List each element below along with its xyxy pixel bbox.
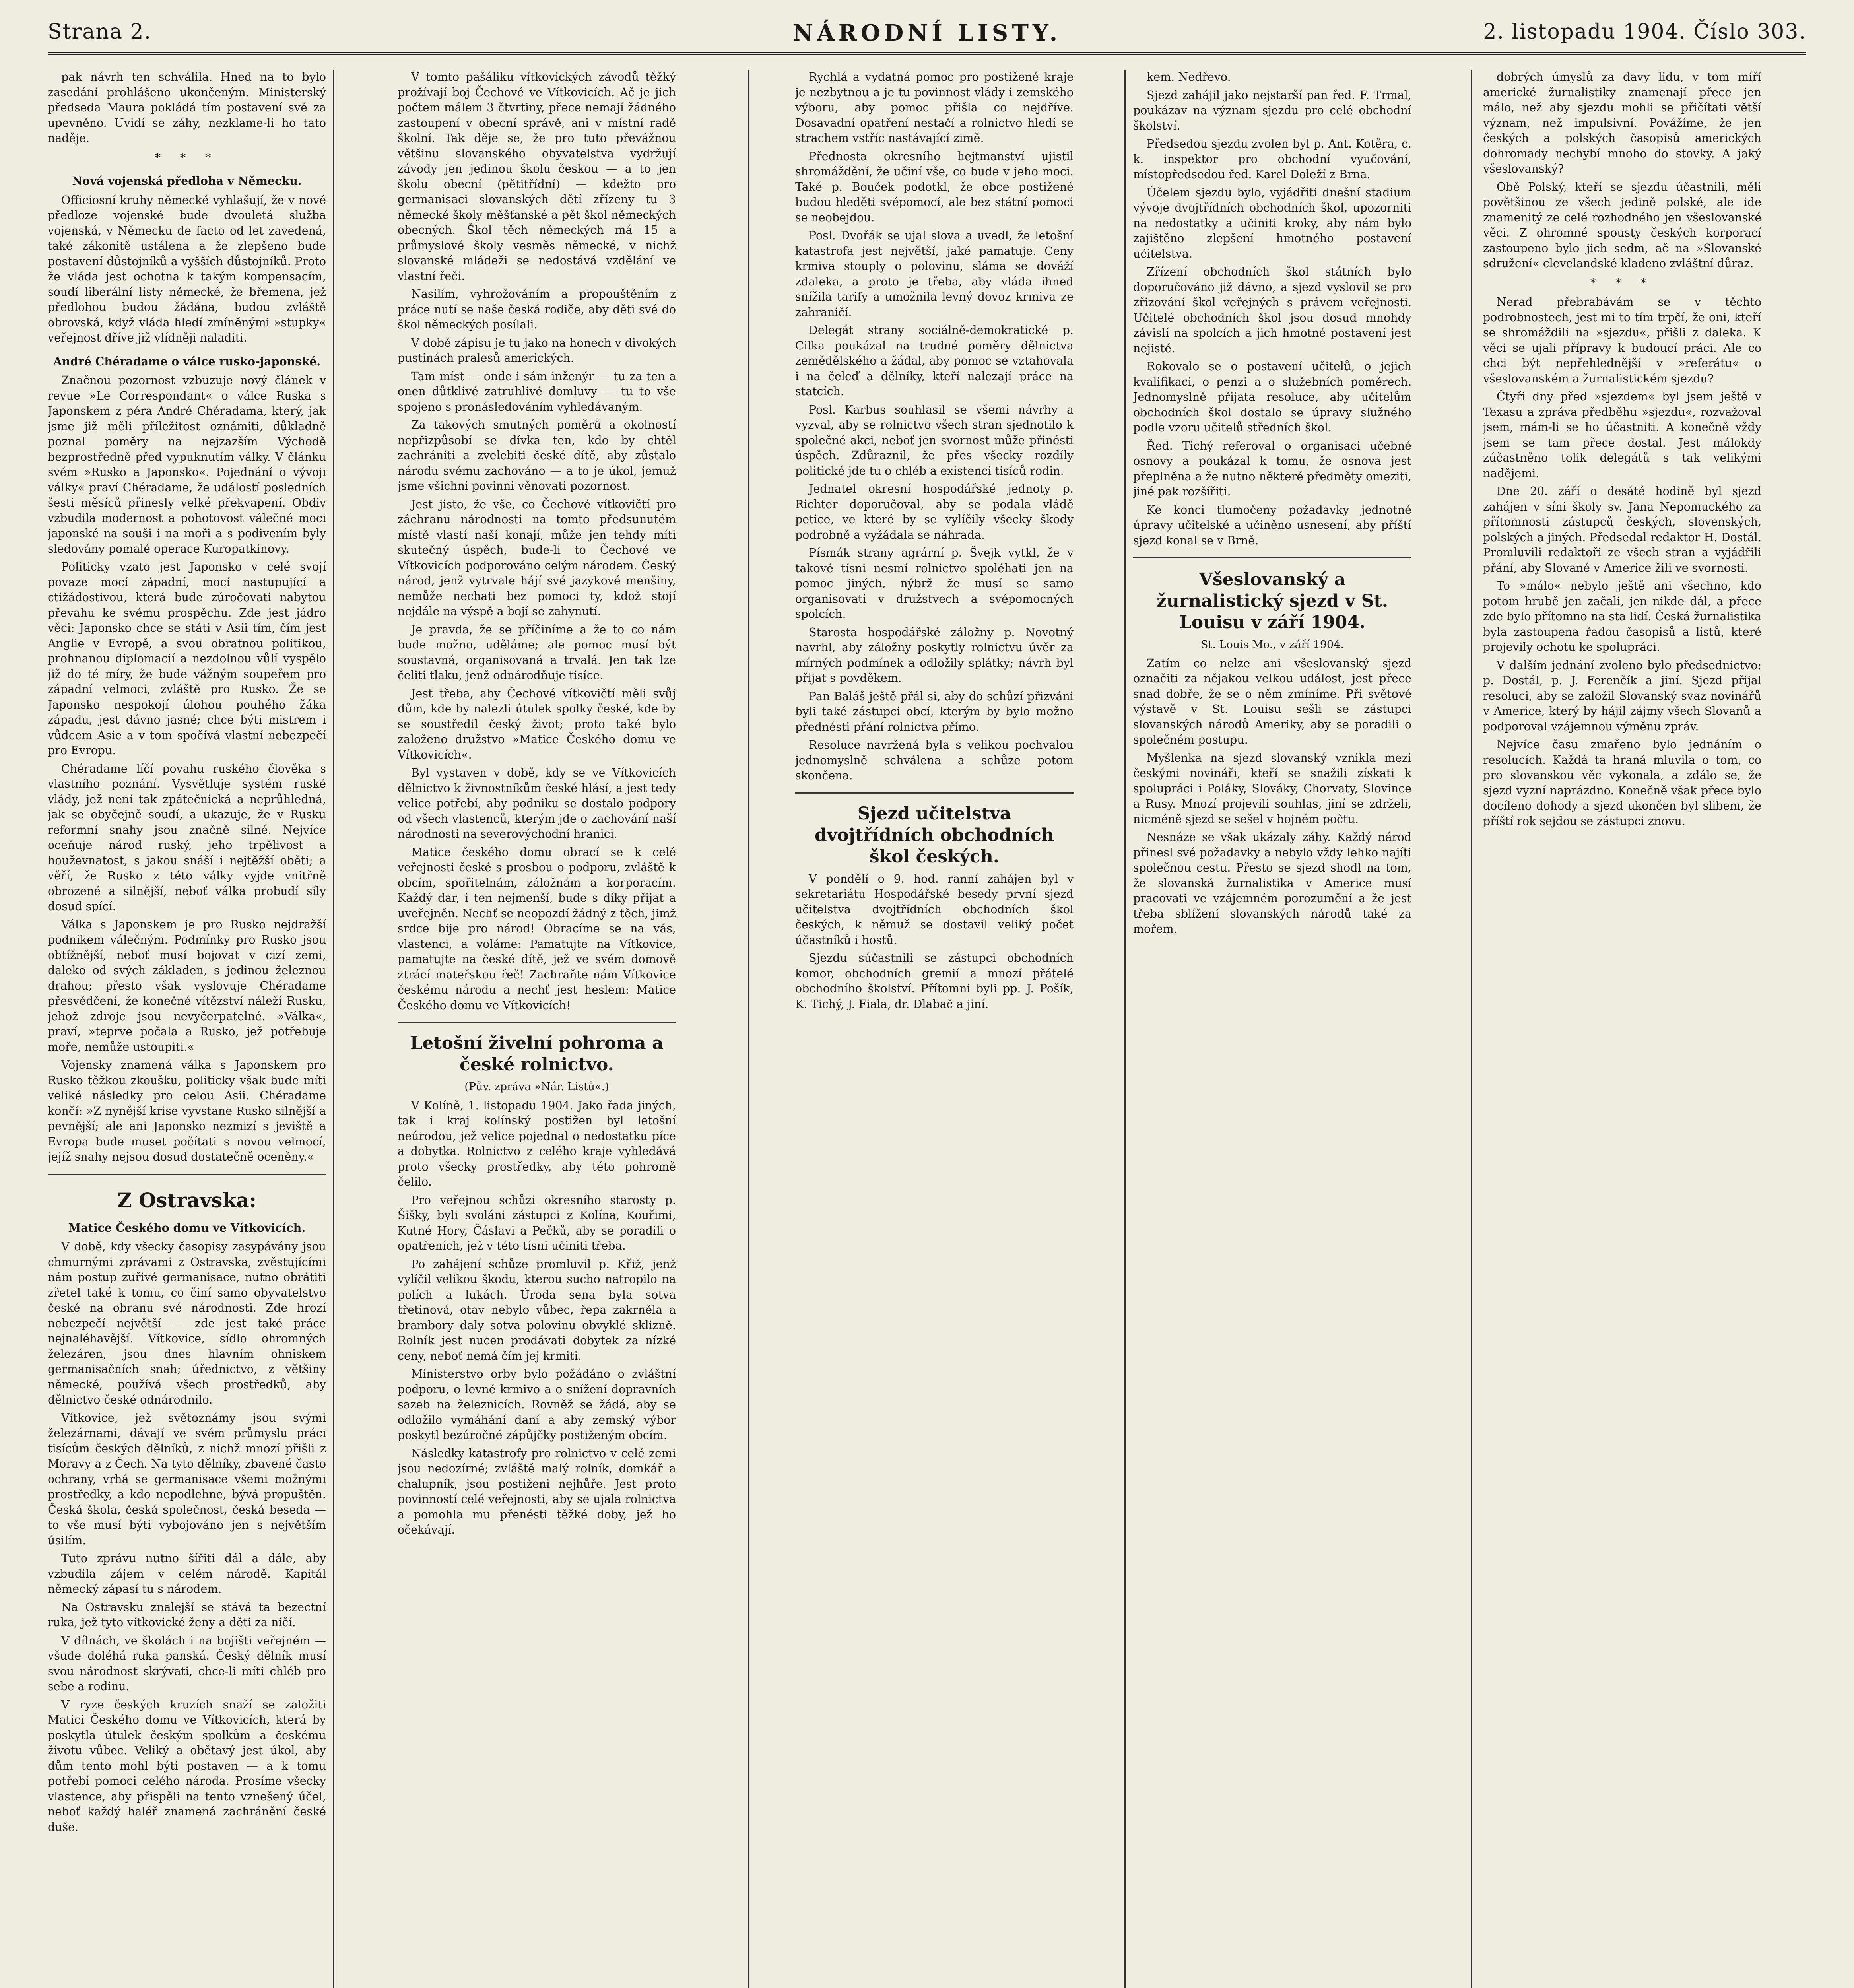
column-2 [398,70,676,1988]
paragraph: V dalším jednání zvoleno bylo předsednictvo: p. Dostál, p. J. Ferenčík a jiní. Sjezd přijal resoluci, aby se založil Slovanský svaz novinářů v Americe, který by hájil zájmy všech Slovanů a podporoval vzájemnou výměnu zpráv. [1483,658,1761,733]
article-heading: Letošní živelní pohroma a české rolnictvo. [410,1033,664,1075]
column-rule [48,1174,326,1175]
article-heading: Všeslovanský a žurnalistický sjezd v St. Louisu v září 1904. [1156,569,1388,633]
column-separator [748,70,749,1988]
paragraph: Ministerstvo orby bylo požádáno o zvláštní podporu, o levné krmivo a o snížení dopravních sazeb na železnicích. Rovněž se žádá, aby se odložilo vymáhání daní a aby zemský výbor poskytl bezúročné zápůjčky postiženým obcím. [398,1367,676,1442]
column-rule [795,792,1074,794]
paragraph: Pro veřejnou schůzi okresního starosty p. Šišky, byli svoláni zástupci z Kolína, Kouřimi, Kutné Hory, Čáslavi a Pečků, aby se poradili o opatřeních, jež v této tísni učiniti třeba. [398,1193,676,1252]
paragraph: Tam míst — onde i sám inženýr — tu za ten a onen důtklivé zatruhlivé domluvy — tu to vše spojeno s pronásledováním vyhledávaným. [398,369,676,414]
column-1 [48,70,326,1988]
paragraph: V tomto pašáliku vítkovických závodů těžký prožívají boj Čechové ve Vítkovicích. Ač je jich počtem málem 3 čtvrtiny, přece nemají žádného zastoupení v obecní správě, ani v místní radě školní. Tak děje se, že pro tuto převážnou většinu slovanského obyvatelstva vydržují závody jen jedinou školu českou — a to jen školu obecní (pětitřídní) — kdežto pro germanisaci slovanských dětí zřízeny tu 3 německé školy měšťanské a pět škol německých obecných. Škol těch německých má 15 a průmyslové školy vesměs německé, v nichž slovanské mládeži se nedostává vzdělání ve vlastní řeči. [398,70,676,283]
paragraph: Byl vystaven v době, kdy se ve Vítkovicích dělnictvo k živnostníkům české hlásí, a jest tedy velice potřebí, aby podniku se dostalo podpory od všech vlastenců, kterým jde o zachování naší národnosti na severovýchodní hranici. [398,766,676,841]
column-separator [1124,70,1126,1988]
paragraph: Rokovalo se o postavení učitelů, o jejich kvalifikaci, o penzi a o služebních poměrech. Jednomyslně přijata resoluce, aby učitelům obchodních škol dostalo se úpravy služného podle vzoru učitelů středních škol. [1133,360,1411,434]
paragraph: Rychlá a vydatná pomoc pro postižené kraje je nezbytnou a je tu povinnost vlády i zemského výboru, aby pomoc přišla co nejdříve. Dosavadní opatření nestačí a rolnictvo hledí se strachem vstříc nastávající zimě. [795,70,1074,145]
paragraph: V Kolíně, 1. listopadu 1904. Jako řada jiných, tak i kraj kolínský postižen byl letošní neúrodou, jež velice pojednal o nedostatku píce a dobytka. Rolnictvo z celého kraje vyhledává proto všecky prostředky, aby této pohromě čelilo. [398,1099,676,1188]
paragraph: Válka s Japonskem je pro Rusko nejdražší podnikem válečným. Podmínky pro Rusko jsou obtížnější, neboť musí bojovat v cizí zemi, daleko od svých základen, s jedinou železnou drahou; přesto však vyslovuje Chéradame přesvědčení, že konečné vítězství náleží Rusku, jehož zdroje jsou nevyčerpatelné. »Válka«, praví, »teprve počala a Rusko, jež potřebuje moře, nemůže ustoupiti.« [48,918,326,1054]
paragraph: V ryze českých kruzích snaží se založiti Matici Českého domu ve Vítkovicích, která by poskytla útulek českým spolkům a českému životu vůbec. Veliký a obětavý jest úkol, aby dům tento mohl býti postaven — a k tomu potřebí pomoci celého národa. Prosíme všecky vlastence, aby přispěli na tento vznešený účel, neboť každý haléř znamená zachránění české duše. [48,1698,326,1834]
issue-date: 2. listopadu 1904. Číslo 303. [1483,20,1806,44]
paragraph: Nejvíce času zmařeno bylo jednáním o resolucích. Každá ta hraná mluvila o tom, co pro slovanskou věc vykonala, a zdálo se, že sjezd vyzní naprázdno. Konečně však přece bylo docíleno dohody a sjezd ukončen byl slibem, že příští rok sejdou se zástupci znovu. [1483,738,1761,828]
paragraph: Řed. Tichý referoval o organisaci učebné osnovy a poukázal k tomu, že osnova jest přeplněna a že nutno některé předměty omeziti, jiné pak rozšířiti. [1133,439,1411,498]
newspaper-title: NÁRODNÍ LISTY. [792,20,1062,46]
paragraph: Nasilím, vyhrožováním a propouštěním z práce nutí se naše česká rodiče, aby děti své do škol německých posílali. [398,287,676,331]
paragraph: Jednatel okresní hospodářské jednoty p. Richter doporučoval, aby se podala vládě petice, ve které by se vylíčily všecky škody podrobně a vyžádala se náhrada. [795,482,1074,542]
paragraph: Sjezdu súčastnili se zástupci obchodních komor, obchodních gremií a mnozí přátelé obchodního školství. Přítomni byli pp. J. Pošík, K. Tichý, J. Fiala, dr. Dlabač a jiní. [795,951,1074,1011]
paragraph: Zřízení obchodních škol státních bylo doporučováno již dávno, a sjezd vyslovil se pro zřizování škol veřejných s právem veřejnosti. Učitelé obchodních škol jsou dosud mnohdy závislí na spolcích a jich hmotné postavení jest nejisté. [1133,265,1411,355]
paragraph: Zatím co nelze ani všeslovanský sjezd označiti za nějakou velkou událost, jest přece snad dobře, že se o něm zmíníme. Při světové výstavě v St. Louisu sešli se zástupci slovanských národů Ameriky, aby se poradili o společném postupu. [1133,656,1411,746]
paragraph: Delegát strany sociálně-demokratické p. Cilka poukázal na trudné poměry dělnictva zemědělského a žádal, aby pomoc se vztahovala i na čeleď a dělníky, kteří nalezají práce na statcích. [795,324,1074,398]
paragraph: V době zápisu je tu jako na honech v divokých pustinách pralesů amerických. [398,336,676,365]
paragraph: Posl. Dvořák se ujal slova a uvedl, že letošní katastrofa jest největší, jaké pamatuje. Ceny krmiva stouply o polovinu, sláma se dováží zdaleka, a proto je třeba, aby vláda ihned snížila tarify a umožnila levný dovoz krmiva ze zahraničí. [795,229,1074,319]
paragraph: Následky katastrofy pro rolnictvo v celé zemi jsou nedozírné; zvláště malý rolník, domkář a chalupník, jsou postiženi nejhůře. Jest proto povinností celé veřejnosti, aby se ujala rolnictva a pomohla mu přenésti těžké doby, jež ho očekávají. [398,1446,676,1536]
column-separator [333,70,334,1988]
paragraph: Písmák strany agrární p. Švejk vytkl, že v takové tísni nesmí rolnictvo spoléhati jen na pomoc jiných, nýbrž že musí se samo organisovati v družstvech a svépomocných spolcích. [795,546,1074,621]
paragraph: Nesnáze se však ukázaly záhy. Každý národ přinesl své požadavky a nebylo vždy lehko najíti společnou cestu. Přesto se sjezd shodl na tom, že slovanská žurnalistika v Americe musí pracovati ve vzájemném porozumění a že jest třeba sblížení slovanských národů také za mořem. [1133,831,1411,936]
column-3 [795,70,1074,1988]
paragraph: Pan Baláš ještě přál si, aby do schůzí přizváni byli také zástupci obcí, kterým by bylo možno přednésti přání rolnictva přímo. [795,689,1074,734]
column-separator [1471,70,1472,1988]
paragraph: Politicky vzato jest Japonsko v celé svojí povaze mocí západní, mocí nastupující a ctižádostivou, která bude zúročovati nabytou převahu ke svému prospěchu. Zde jest jádro věci: Japonsko chce se státi v Asii tím, čím jest Anglie v Evropě, a svou obratnou politikou, prohnanou diplomacií a nezdolnou vůlí vyspělo již do té míry, že bude vážným soupeřem pro západní velmoci, zvláště pro Rusko. Že se Japonsko nespokojí úlohou pouhého žáka západu, jest dávno jasné; chce býti mistrem i vůdcem Asie a v tom spočívá vlastní nebezpečí pro Evropu. [48,560,326,757]
paragraph: V pondělí o 9. hod. ranní zahájen byl v sekretariátu Hospodářské besedy první sjezd učitelstva dvojtřídních obchodních škol českých, k němuž se dostavil veliký počet účastníků i hostů. [795,872,1074,947]
paragraph: V dílnách, ve školách i na bojišti veřejném — všude doléhá ruka panská. Český dělník musí svou národnost skrývati, chce-li míti chléb pro sebe a rodinu. [48,1634,326,1693]
section-divider: * * * [155,151,219,164]
paragraph: pak návrh ten schválila. Hned na to bylo zasedání prohlášeno ukončeným. Ministerský předseda Maura pokládá tím postavení své za upevněno. Uvidí se záhy, nezklame-li ho tato naděje. [48,70,326,145]
paragraph: Značnou pozornost vzbuzuje nový článek v revue »Le Correspondant« o válce Ruska s Japonskem z péra André Chéradama, který, jak jsme již měli příležitost oznámiti, důkladně poznal poměry na nejzazším Východě bezprostředně před vypuknutím války. V článku svém »Rusko a Japonsko«. Pojednání o vývoji války« praví Chéradame, že událostí posledních šesti měsíců přinesly velké překvapení. Obdiv vzbudila modernost a pohotovost válečné moci japonské na souši i na moři a s podivením byly sledovány pomalé operace Kuropatkinovy. [48,374,326,555]
paragraph: Nerad přebrabávám se v těchto podrobnostech, jest mi to tím trpčí, že oni, kteří se shromáždili na »sjezdu«, přišli z daleka. K věci se ujali přípravy k budoucí práci. Ale co chci být nepřehlednější v »referátu« o všeslovanském a žurnalistickém sjezdu? [1483,295,1761,385]
column-5 [1483,70,1761,1988]
paragraph: Po zahájení schůze promluvil p. Křiž, jenž vylíčil velikou škodu, kterou sucho natropilo na polích a lukách. Úroda sena byla sotva třetinová, otav nebylo vůbec, řepa zakrněla a brambory daly sotva polovinu obvyklé sklizně. Rolník jest nucen prodávati dobytek za nízké ceny, neboť nemá čím jej krmiti. [398,1257,676,1363]
article-source: (Pův. zpráva »Nár. Listů«.) [464,1081,609,1093]
paragraph: Officiosní kruhy německé vyhlašují, že v nové předloze vojenské bude dvouletá služba vojenská, v Německu de facto od let zavedená, také zákonitě ustálena a že zlepšeno bude postavení důstojníků a vyšších důstojníků. Proto že vláda jest ochotna k takým kompensacím, soudí liberální listy německé, že břemena, jež předlohou budou žádána, budou zvláště obrovská, když vláda hledí zmíněnými »stupky« veřejnost dříve již vlídněji naladiti. [48,193,326,344]
paragraph: dobrých úmyslů za davy lidu, v tom míří americké žurnalistiky znamenají přece jen málo, než aby sjezdu mohli se přičítati větší význam, než impulsivní. Povážíme, že jen českých a polských časopisů amerických dohromady nechybí mnoho do stovky. A jaký všeslovanský? [1483,70,1761,175]
masthead-rule [48,52,1806,55]
paragraph: Přednosta okresního hejtmanství ujistil shromáždění, že učiní vše, co bude v jeho moci. Také p. Bouček podotkl, že obce postižené budou hleděti svépomocí, ale bez státní pomoci se neobejdou. [795,149,1074,224]
paragraph: Chéradame líčí povahu ruského člověka s vlastního poznání. Vysvětluje systém ruské vlády, jež není tak zpátečnická a neprůhledná, jak se obyčejně soudí, a ukazuje, že v Rusku reformní snahy jsou značně silné. Nejvíce oceňuje národ ruský, jeho trpělivost a houževnatost, s jakou snáší i nejtěžší oběti; a věří, že Rusko z této války vyjde vnitřně obrozené a silnější, neboť válka probudí síly dosud spící. [48,762,326,913]
paragraph: Vojensky znamená válka s Japonskem pro Rusko těžkou zkoušku, politicky však bude míti veliké následky pro celou Asii. Chéradame končí: »Z nynější krise vyvstane Rusko silnější a pevnější; ale ani Japonsko nezmizí s jeviště a Evropa bude muset počítati s novou velmocí, jejíž snahy nejsou dosud dostatečně oceněny.« [48,1058,326,1163]
paragraph: Tuto zprávu nutno šířiti dál a dále, aby vzbudila zájem v celém národě. Kapitál německý zápasí tu s národem. [48,1552,326,1596]
column-rule [1133,557,1411,559]
paragraph: Předsedou sjezdu zvolen byl p. Ant. Kotěra, c. k. inspektor pro obchodní vyučování, místopředsedou řed. Karel Doleží z Brna. [1133,137,1411,181]
paragraph: Sjezd zahájil jako nejstarší pan řed. F. Trmal, poukázav na význam sjezdu pro celé obchodní školství. [1133,88,1411,132]
paragraph: Resoluce navržená byla s velikou pochvalou jednomyslně schválena a schůze potom skončena. [795,738,1074,782]
paragraph: Jest třeba, aby Čechové vítkovičtí měli svůj dům, kde by nalezli útulek spolky české, kde by se soustředil český život; proto také bylo založeno družstvo »Matice Českého domu ve Vítkovicích«. [398,687,676,761]
column-4 [1133,70,1411,1988]
article-heading: Sjezd učitelstva dvojtřídních obchodních škol českých. [815,803,1054,867]
paragraph: kem. Nedřevo. [1147,70,1231,83]
paragraph: Starosta hospodářské záložny p. Novotný navrhl, aby záložny poskytly rolnictvu úvěr za mírných podmínek a odložily splátky; návrh byl přijat s povděkem. [795,625,1074,685]
article-heading: Nová vojenská předloha v Německu. [72,174,302,188]
paragraph: Dne 20. září o desáté hodině byl sjezd zahájen v síni školy sv. Jana Nepomuckého za přítomnosti zástupců českých, slovenských, polských a jiných. Předsedal redaktor H. Dostál. Promluvili redaktoři ze všech stran a vyjádřili přání, aby Slované v Americe žili ve svornosti. [1483,485,1761,575]
paragraph: Vítkovice, jež světoznámy jsou svými železárnami, dávají ve svém průmyslu práci tisícům českých dělníků, z nichž mnozí přišli z Moravy a z Čech. Na tyto dělníky, zbavené často ochrany, vrhá se germanisace všemi možnými prostředky, a kdo nepodlehne, bývá propuštěn. Česká škola, česká společnost, česká beseda — to vše musí býti vybojováno jen s největším úsilím. [48,1411,326,1547]
article-heading: André Chéradame o válce rusko-japonské. [53,354,321,368]
column-rule [398,1022,676,1023]
paragraph: Za takových smutných poměrů a okolností nepřizpůsobí se dívka ten, kdo by chtěl zachrániti a zvelebiti české dítě, aby zůstalo národu svému zachováno — a to je úkol, jemuž jsme všichni povinni věnovati pozornost. [398,418,676,493]
paragraph: Jest jisto, že vše, co Čechové vítkovičtí pro záchranu národnosti na tomto předsunutém místě vlastí naší konají, může jen tehdy míti skutečný úspěch, bude-li to Čechové ve Vítkovicích podporováno celým národem. Český národ, jenž vytrvale hájí své jazykové menšiny, nemůže nechati bez pomoci ty, kdož stojí nejdále na výspě a bojí se zahynutí. [398,497,676,618]
page-number: Strana 2. [48,20,152,44]
paragraph: Na Ostravsku znalejší se stává ta bezectní ruka, jež tyto vítkovické ženy a děti za ničí. [48,1600,326,1629]
paragraph: Matice českého domu obrací se k celé veřejnosti české s prosbou o podporu, zvláště k obcím, spořitelnám, záložnám a korporacím. Každý dar, i ten nejmenší, bude s díky přijat a uveřejněn. Nechť se neopozdí žádný z těch, jimž srdce bije pro národ! Obracíme se na vás, vlastenci, a voláme: Pamatujte na Vítkovice, pamatujte na české dítě, jež ve svém domově ztrácí mateřskou řeč! Zachraňte nám Vítkovice českému národu a nechť jest heslem: Matice Českého domu ve Vítkovicích! [398,845,676,1012]
paragraph: Obě Polský, kteří se sjezdu účastnili, měli povětšinou ze všech jedině polské, ale ide znamenitý ze celé rozhodného jen všeslovanské věci. Z ohromné spousty českých korporací zastoupeno bylo jich sedm, ač na »Slovanské sdružení« clevelandské kladeno zvláštní důraz. [1483,180,1761,270]
paragraph: Je pravda, že se příčiníme a že to co nám bude možno, uděláme; ale pomoc musí být soustavná, organisovaná a trvalá. Jen tak lze čeliti tlaku, jenž odnárodňuje tisíce. [398,623,676,682]
section-heading: Z Ostravska: [117,1188,257,1212]
paragraph: Čtyři dny před »sjezdem« byl jsem ještě v Texasu a zpráva předběhu »sjezdu«, rozvažoval jsem, mám-li se ho účastniti. A konečně vždy jsem se tam přece dostal. Jest málokdy zúčastněno tolik delegátů s tak velikými nadějemi. [1483,390,1761,480]
paragraph: Myšlenka na sjezd slovanský vznikla mezi českými novináři, kteří se snažili získati k spolupráci i Poláky, Slováky, Chorvaty, Slovince a Rusy. Mnozí projevili souhlas, jiní se zdrželi, nicméně sjezd se sešel v hojném počtu. [1133,751,1411,826]
paragraph: Účelem sjezdu bylo, vyjádřiti dnešní stadium vývoje dvojtřídních obchodních škol, upozorniti na nedostatky a učiniti kroky, aby nám bylo zajištěno zlepšení hmotného postavení učitelstva. [1133,186,1411,260]
article-heading: Matice Českého domu ve Vítkovicích. [68,1221,306,1235]
paragraph: V době, kdy všecky časopisy zasypávány jsou chmurnými zprávami z Ostravska, zvěstujícími nám postup zuřivé germanisace, nutno obrátiti zřetel také k tomu, co činí samo obyvatelstvo české na obranu své národnosti. Zde hrozí nebezpečí největší — zde jest také práce nejnaléhavější. Vítkovice, sídlo ohromných železáren, jsou dnes hlavním ohniskem germanisačních snah; úřednictvo, z většiny německé, používá všech prostředků, aby dělnictvo české odnárodnilo. [48,1240,326,1406]
paragraph: Posl. Karbus souhlasil se všemi návrhy a vyzval, aby se rolnictvo všech stran sjednotilo k společné akci, neboť jen svornost může přinésti úspěch. Zdůraznil, že přes všecky rozdíly politické jde tu o chléb a existenci tisíců rodin. [795,403,1074,478]
paragraph: To »málo« nebylo ještě ani všechno, kdo potom hrubě jen začali, jen nikde dál, a přece zde bylo přítomno na sta lidí. Česká žurnalistika byla zastoupena řadou časopisů a listů, které projevily ochotu ke spolupráci. [1483,579,1761,654]
paragraph: Ke konci tlumočeny požadavky jednotné úpravy učitelské a učiněno usnesení, aby příští sjezd konal se v Brně. [1133,503,1411,547]
article-dateline: St. Louis Mo., v září 1904. [1201,639,1344,651]
section-divider: * * * [1590,276,1654,289]
